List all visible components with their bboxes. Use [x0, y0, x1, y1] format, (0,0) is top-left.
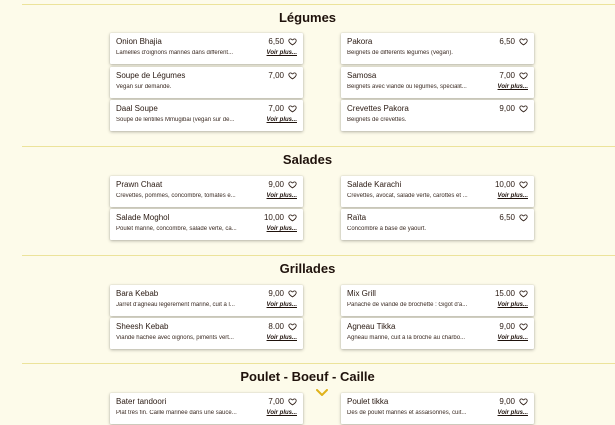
item-description: Lamelles d'oignons marinés dans different...	[116, 50, 234, 56]
menu-item-card[interactable]	[110, 67, 303, 98]
item-description: Beignets de crevettes.	[347, 117, 407, 123]
heart-icon[interactable]	[519, 37, 528, 46]
item-price: 10,00	[263, 213, 284, 222]
menu-item-card[interactable]	[341, 176, 534, 207]
item-name: Pakora	[347, 37, 373, 46]
item-price: 7,00	[499, 71, 515, 80]
item-price: 9,00	[499, 104, 515, 113]
see-more-link[interactable]: Voir plus...	[497, 84, 528, 90]
item-price: 8.00	[268, 322, 284, 331]
menu-item-card[interactable]	[110, 285, 303, 316]
see-more-link[interactable]: Voir plus...	[497, 410, 528, 416]
item-description: Agneau mariné, cuit à la broche au charbo...	[347, 335, 466, 341]
heart-icon[interactable]	[288, 104, 297, 113]
menu-item-card[interactable]	[341, 33, 534, 64]
section-title-salades: Salades	[282, 152, 333, 167]
item-description: Soupe de lentilles Mmugibai (vegan sur de...	[116, 117, 235, 123]
heart-icon[interactable]	[288, 322, 297, 331]
item-name: Agneau Tikka	[347, 322, 396, 331]
section-divider	[22, 255, 615, 256]
item-name: Raïta	[347, 213, 367, 222]
item-description: Beignets avec viande ou légumes, spécialit...	[347, 84, 467, 90]
item-description: Jarret d'agneau légèrement mariné, cuit à l...	[116, 302, 235, 308]
see-more-link[interactable]: Voir plus...	[266, 50, 297, 56]
menu-item-card[interactable]	[341, 209, 534, 240]
heart-icon[interactable]	[288, 213, 297, 222]
menu-item-card[interactable]	[341, 67, 534, 98]
heart-icon[interactable]	[519, 322, 528, 331]
item-name: Daal Soupe	[116, 104, 158, 113]
menu-item-card[interactable]	[110, 393, 303, 424]
item-price: 6,50	[499, 213, 515, 222]
heart-icon[interactable]	[519, 180, 528, 189]
item-description: Plat très fin. Caille marinée dans une sauce...	[116, 410, 237, 416]
section-title-grillades: Grillades	[279, 261, 336, 276]
item-name: Onion Bhajia	[116, 37, 162, 46]
heart-icon[interactable]	[288, 37, 297, 46]
item-price: 6,50	[499, 37, 515, 46]
menu-item-card[interactable]	[110, 100, 303, 131]
see-more-link[interactable]: Voir plus...	[266, 410, 297, 416]
see-more-link[interactable]: Voir plus...	[497, 335, 528, 341]
item-price: 9,00	[499, 397, 515, 406]
section-divider	[22, 363, 615, 364]
item-price: 7,00	[268, 104, 284, 113]
see-more-link[interactable]: Voir plus...	[266, 193, 297, 199]
item-description: Crevettes, pommes, concombre, tomates e...	[116, 193, 236, 199]
section-title-poulet-boeuf-caille: Poulet - Boeuf - Caille	[240, 369, 375, 384]
item-description: Panaché de viande de brochette : Gigot d'a...	[347, 302, 468, 308]
top-divider	[22, 4, 615, 5]
menu-item-card[interactable]	[341, 318, 534, 349]
item-description: Viande hachée avec oignons, piments vert...	[116, 335, 234, 341]
chevron-down-icon[interactable]	[316, 389, 328, 397]
heart-icon[interactable]	[519, 71, 528, 80]
menu-item-card[interactable]	[110, 33, 303, 64]
item-price: 7,00	[268, 397, 284, 406]
heart-icon[interactable]	[288, 71, 297, 80]
item-description: Crevettes, avocat, salade verte, carottes et ...	[347, 193, 468, 199]
item-description: Dés de poulet marinés et assaisonnés, cuit...	[347, 410, 467, 416]
item-name: Crevettes Pakora	[347, 104, 409, 113]
heart-icon[interactable]	[519, 104, 528, 113]
heart-icon[interactable]	[519, 397, 528, 406]
menu-item-card[interactable]	[341, 100, 534, 131]
see-more-link[interactable]: Voir plus...	[497, 302, 528, 308]
item-description: Beignets de différents légumes (vegan).	[347, 50, 453, 56]
see-more-link[interactable]: Voir plus...	[266, 335, 297, 341]
menu-item-card[interactable]	[341, 285, 534, 316]
heart-icon[interactable]	[288, 397, 297, 406]
item-name: Salade Karachi	[347, 180, 402, 189]
section-divider	[22, 146, 615, 147]
item-price: 6,50	[268, 37, 284, 46]
heart-icon[interactable]	[288, 180, 297, 189]
item-name: Salade Moghol	[116, 213, 170, 222]
item-name: Prawn Chaat	[116, 180, 163, 189]
item-name: Bater tandoori	[116, 397, 167, 406]
item-price: 7,00	[268, 71, 284, 80]
item-name: Soupe de Légumes	[116, 71, 186, 80]
heart-icon[interactable]	[519, 213, 528, 222]
see-more-link[interactable]: Voir plus...	[266, 302, 297, 308]
item-price: 9,00	[268, 289, 284, 298]
item-price: 9,00	[499, 322, 515, 331]
menu-item-card[interactable]	[110, 209, 303, 240]
item-name: Sheesh Kebab	[116, 322, 169, 331]
item-price: 10,00	[494, 180, 515, 189]
item-price: 15.00	[494, 289, 515, 298]
item-name: Samosa	[347, 71, 377, 80]
item-name: Mix Grill	[347, 289, 376, 298]
see-more-link[interactable]: Voir plus...	[497, 193, 528, 199]
heart-icon[interactable]	[288, 289, 297, 298]
see-more-link[interactable]: Voir plus...	[266, 117, 297, 123]
section-title-legumes: Légumes	[278, 10, 337, 25]
menu-item-card[interactable]	[110, 176, 303, 207]
see-more-link[interactable]: Voir plus...	[266, 226, 297, 232]
item-price: 9,00	[268, 180, 284, 189]
menu-item-card[interactable]	[110, 318, 303, 349]
heart-icon[interactable]	[519, 289, 528, 298]
item-description: Concombre à base de yaourt.	[347, 226, 427, 232]
item-name: Bara Kebab	[116, 289, 159, 298]
item-name: Poulet tikka	[347, 397, 389, 406]
menu-item-card[interactable]	[341, 393, 534, 424]
item-description: Poulet mariné, concombre, salade verte, ca...	[116, 226, 237, 232]
item-description: Vegan sur demande.	[116, 84, 172, 90]
